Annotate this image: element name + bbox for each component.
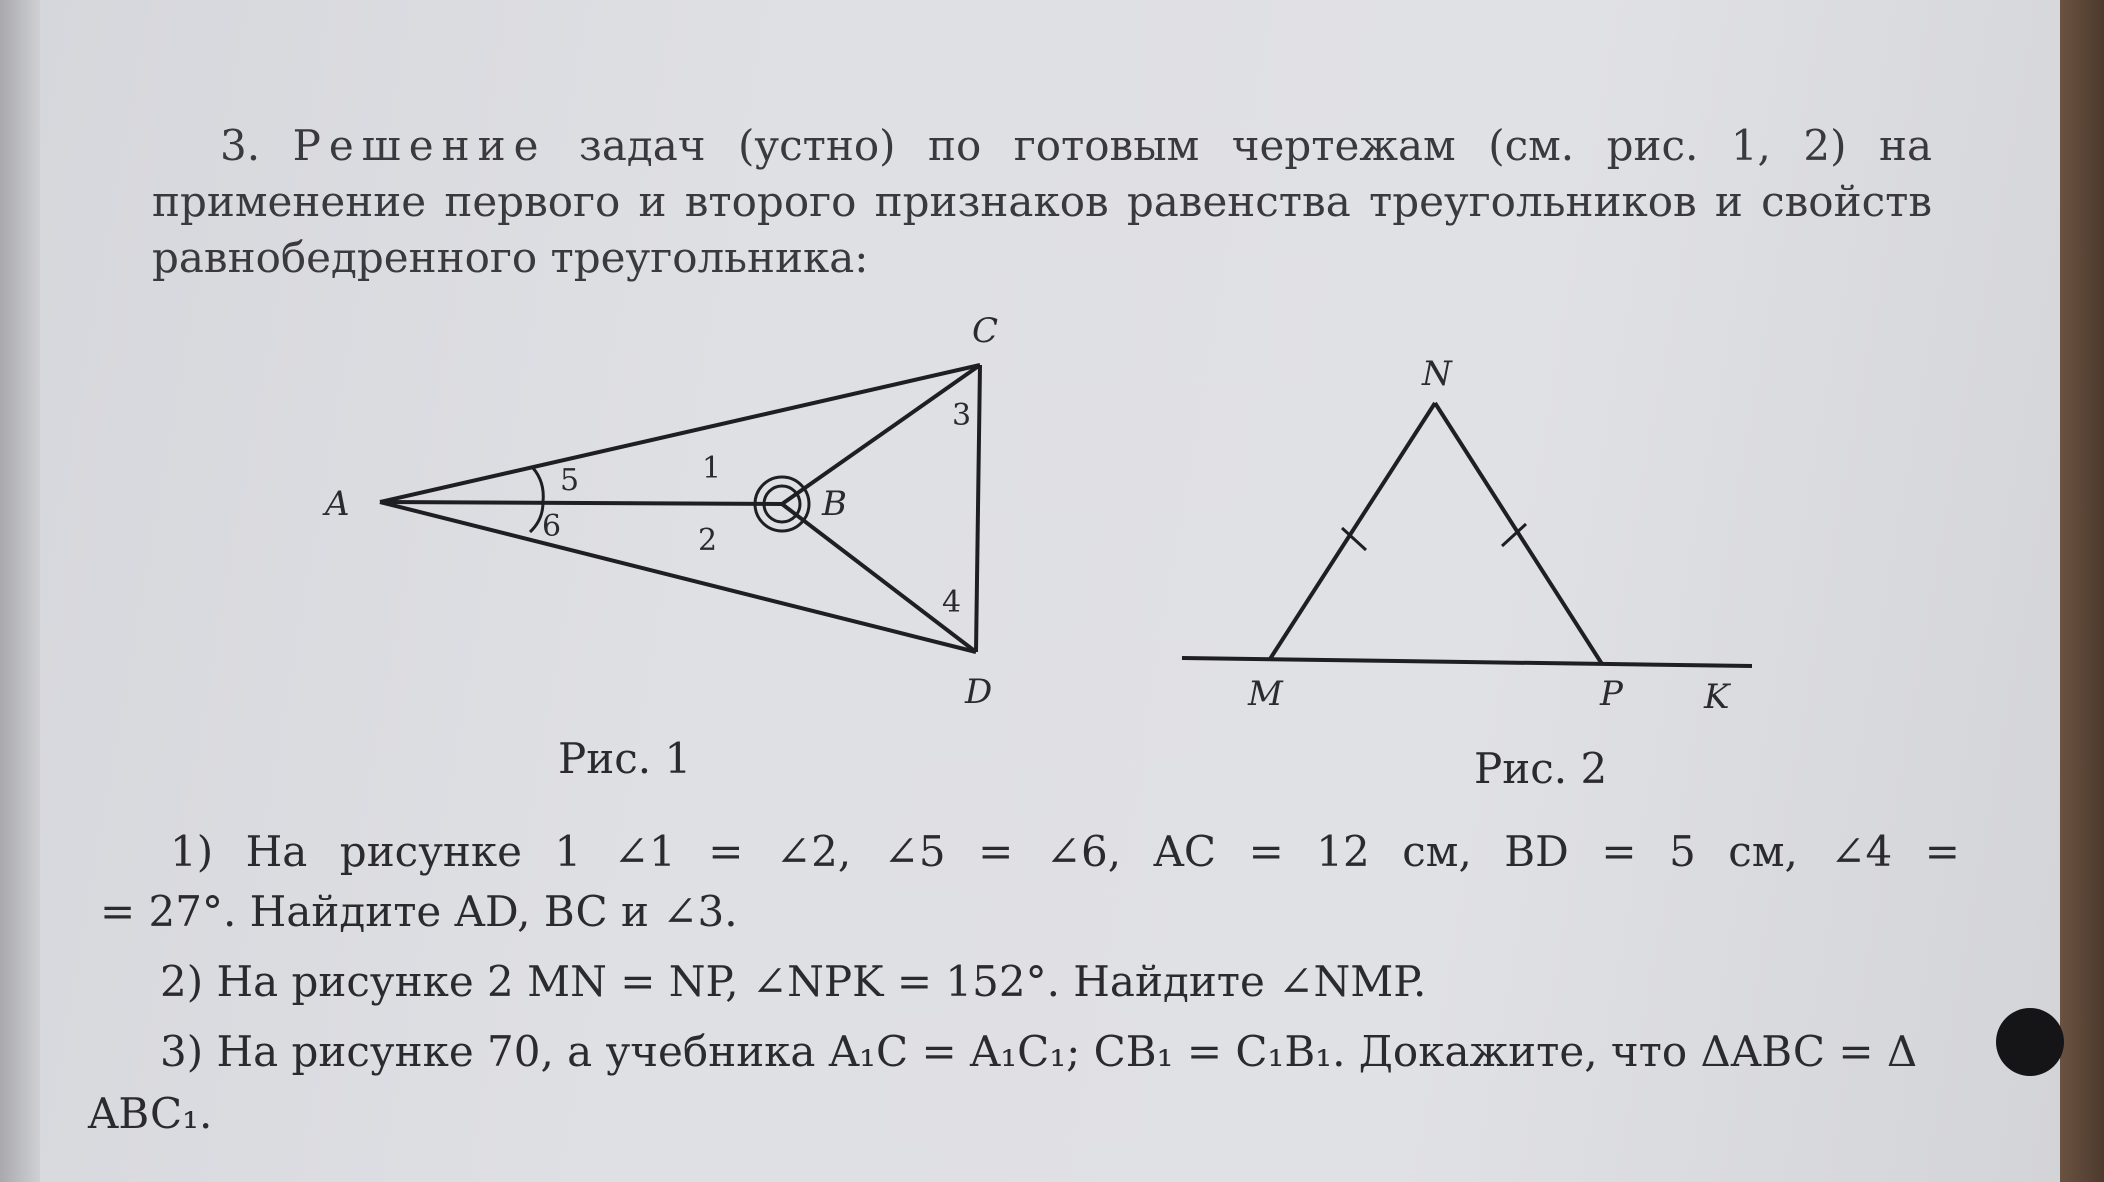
segment-cd — [976, 365, 980, 652]
label-b: B — [822, 484, 847, 524]
intro-text: задач (устно) по готовым чертежам (см. рис. 1, 2) на применение первого и второго признаков равенства треугольников и свойств равнобедренного треугольника: — [152, 121, 1932, 282]
line-mk — [1182, 658, 1752, 666]
label-c: C — [972, 311, 999, 351]
label-d: D — [965, 672, 993, 712]
figure-2-caption: Рис. 2 — [1474, 744, 1608, 793]
angle-label-6: 6 — [542, 509, 562, 544]
segment-ac — [380, 365, 980, 502]
label-m: M — [1248, 674, 1283, 714]
intro-lead-word: Решение — [292, 121, 547, 170]
segment-bd — [782, 504, 976, 652]
task-3-line-1: 3) На рисунке 70, а учебника A₁C = A₁C₁; CB₁ = C₁B₁. Докажите, что ΔABC = Δ — [160, 1027, 1918, 1076]
intro-number: 3. — [220, 121, 261, 170]
label-k: K — [1704, 677, 1730, 717]
label-a: A — [325, 484, 350, 524]
angle-label-1: 1 — [702, 451, 722, 486]
angle-label-2: 2 — [698, 523, 718, 558]
label-p: P — [1600, 674, 1623, 714]
task-1-line-2: = 27°. Найдите AD, BC и ∠3. — [100, 887, 738, 936]
label-n: N — [1422, 354, 1452, 394]
segment-ad — [380, 502, 976, 652]
segment-np — [1435, 403, 1602, 664]
figure-1 — [380, 365, 980, 652]
segment-mn — [1270, 403, 1435, 659]
angle-label-3: 3 — [952, 398, 972, 433]
angle-label-4: 4 — [942, 585, 962, 620]
task-1-line-1: 1) На рисунке 1 ∠1 = ∠2, ∠5 = ∠6, AC = 12 см, BD = 5 см, ∠4 = — [170, 827, 1960, 876]
segment-ab — [380, 502, 782, 504]
figure-2 — [1182, 403, 1752, 666]
angle-mark-5 — [533, 468, 543, 502]
task-2: 2) На рисунке 2 MN = NP, ∠NPK = 152°. Найдите ∠NMP. — [160, 957, 1427, 1006]
figure-1-caption: Рис. 1 — [558, 734, 692, 783]
ink-blot — [1996, 1008, 2064, 1076]
angle-label-5: 5 — [560, 463, 580, 498]
task-3-line-2: ABC₁. — [88, 1089, 213, 1138]
